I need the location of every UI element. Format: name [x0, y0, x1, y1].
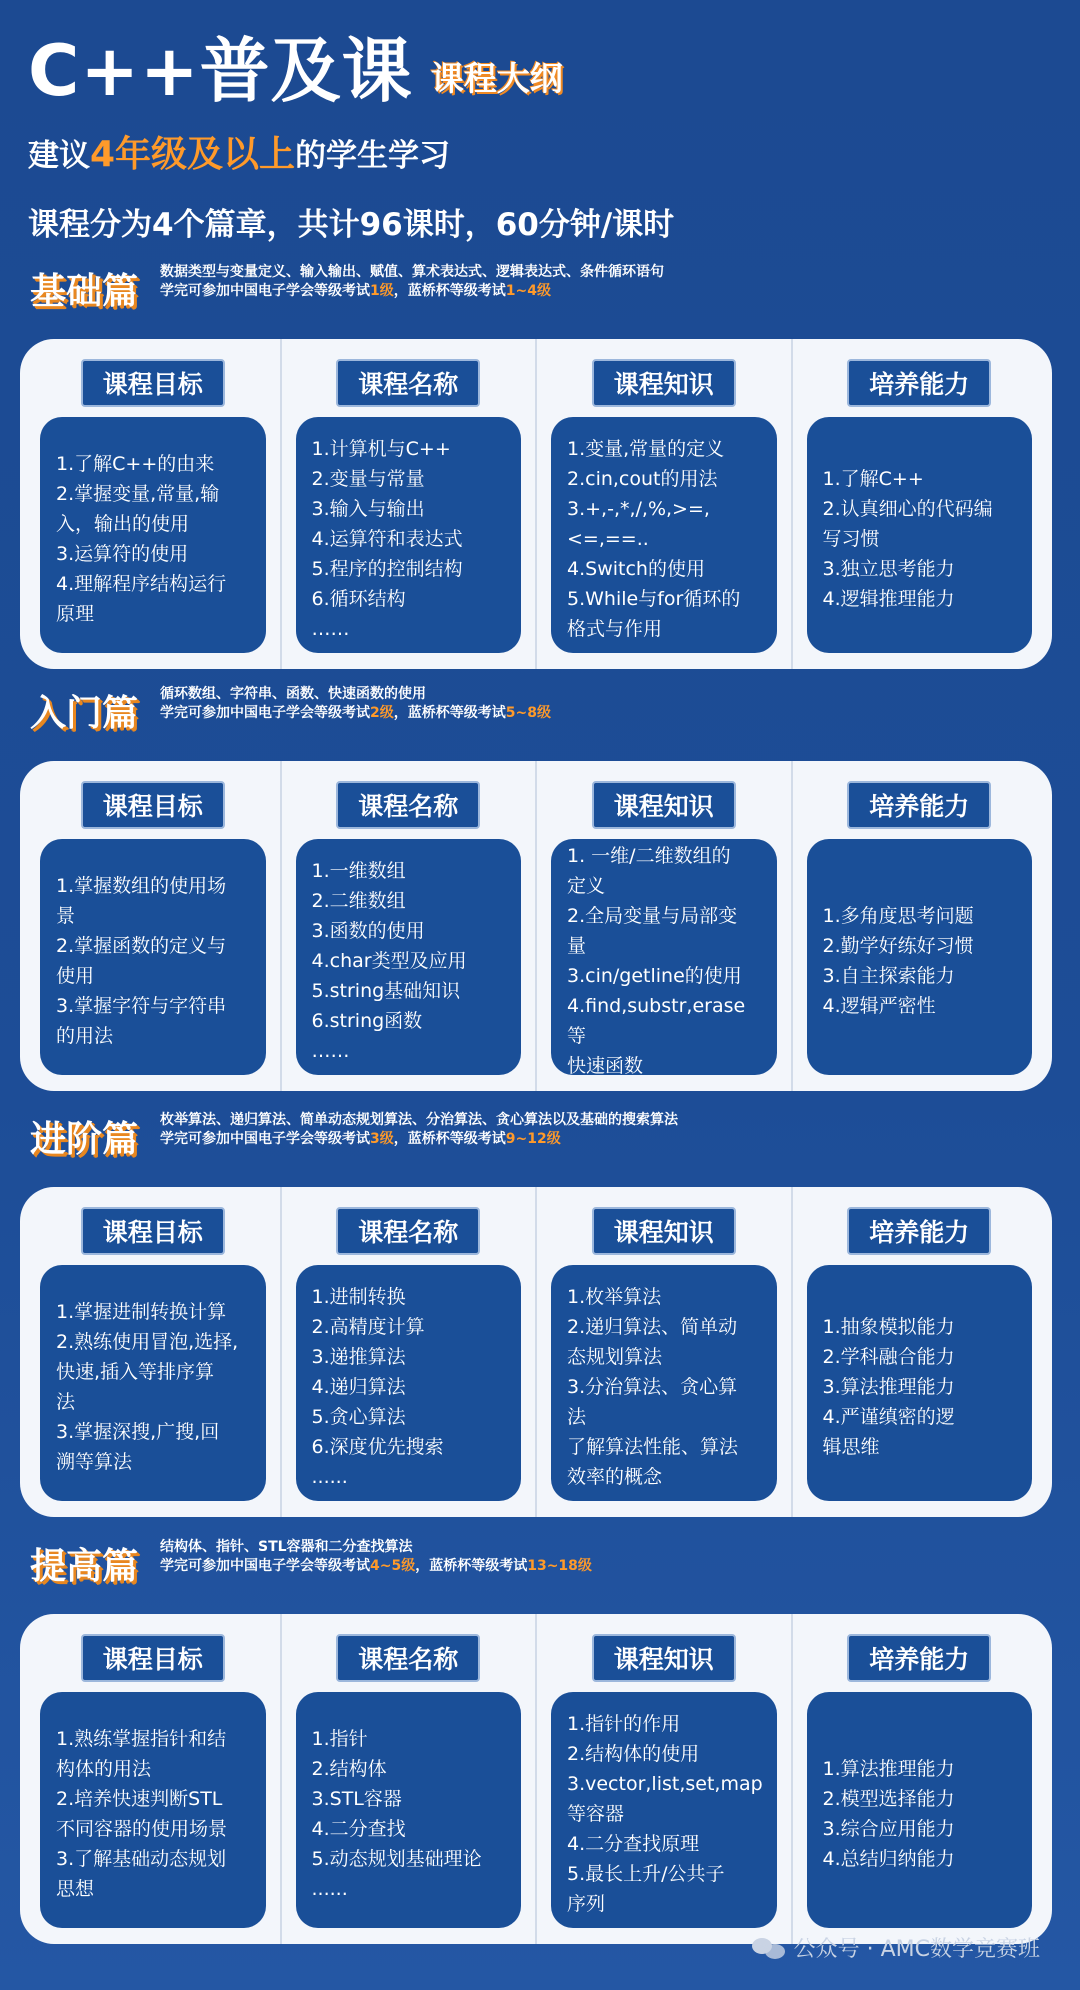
content-line: 4.find,substr,erase等 — [567, 995, 746, 1047]
exam-a: 学完可参加中国电子学会等级考试 — [160, 705, 370, 721]
column-label: 课程名称 — [336, 1207, 480, 1255]
column-label: 课程知识 — [592, 1634, 736, 1682]
section-panel — [20, 1187, 1052, 1517]
section-header — [0, 1103, 1080, 1173]
content-line: 量 — [567, 935, 587, 957]
exam-a: 学完可参加中国电子学会等级考试 — [160, 1558, 370, 1574]
content-line: 定义 — [567, 875, 606, 897]
content-line: 3.输入与输出 — [311, 498, 425, 520]
content-line: 4.二分查找 — [311, 1818, 406, 1840]
content-line: 3.自主探索能力 — [822, 965, 955, 987]
content-line: 4.char类型及应用 — [311, 950, 467, 972]
content-line: 1.算法推理能力 — [822, 1758, 955, 1780]
content-line: 2.结构体 — [311, 1758, 387, 1780]
column-content — [807, 417, 1033, 653]
page-title: C++普及课 — [28, 30, 413, 112]
content-line: 1.了解C++ — [822, 468, 924, 490]
section-basic — [0, 255, 1080, 640]
content-line: 法 — [567, 1406, 587, 1428]
column-knowledge — [537, 1187, 793, 1517]
column-label: 培养能力 — [847, 1207, 991, 1255]
content-line: 1.抽象模拟能力 — [822, 1316, 955, 1338]
exam-b: 3级 — [370, 1131, 394, 1147]
column-content — [807, 839, 1033, 1075]
content-line: 1. 一维/二维数组的 — [567, 845, 731, 867]
content-line: 4.Switch的使用 — [567, 558, 705, 580]
course-overview: 课程分为4个篇章，共计96课时，60分钟/课时 — [28, 207, 675, 243]
content-line: 2.变量与常量 — [311, 468, 425, 490]
exam-d: 5~8级 — [505, 705, 551, 721]
section-panel — [20, 761, 1052, 1091]
column-ability — [793, 1614, 1047, 1944]
exam-b: 4~5级 — [370, 1558, 416, 1574]
content-line: 3.算法推理能力 — [822, 1376, 955, 1398]
content-line: 1.多角度思考问题 — [822, 905, 974, 927]
exam-c: ，蓝桥杯等级考试 — [393, 1131, 506, 1147]
content-line: 2.二维数组 — [311, 890, 406, 912]
content-line: 5.While与for循环的 — [567, 588, 741, 610]
column-knowledge — [537, 1614, 793, 1944]
exam-c: ，蓝桥杯等级考试 — [393, 283, 506, 299]
column-content — [807, 1265, 1033, 1501]
column-content — [40, 1692, 266, 1928]
column-content — [40, 1265, 266, 1501]
column-label: 课程知识 — [592, 781, 736, 829]
content-line: 1.进制转换 — [311, 1286, 406, 1308]
content-line: 写习惯 — [822, 528, 880, 550]
column-content — [551, 839, 777, 1075]
content-line: 6.循环结构 — [311, 588, 406, 610]
content-line: 5.string基础知识 — [311, 980, 461, 1002]
column-label: 课程目标 — [81, 1207, 225, 1255]
content-line: 1.指针的作用 — [567, 1713, 681, 1735]
exam-d: 1~4级 — [505, 283, 551, 299]
exam-d: 9~12级 — [505, 1131, 561, 1147]
content-line: 的用法 — [56, 1025, 114, 1047]
section-header — [0, 255, 1080, 325]
column-content — [551, 1265, 777, 1501]
content-line: 2.全局变量与局部变 — [567, 905, 738, 927]
watermark-text: 公众号 · AMC数学竞赛班 — [793, 1937, 1040, 1962]
column-label: 课程名称 — [336, 359, 480, 407]
exam-c: ，蓝桥杯等级考试 — [415, 1558, 528, 1574]
content-line: 格式与作用 — [567, 618, 663, 640]
content-line: 2.cin,cout的用法 — [567, 468, 718, 490]
content-line: 3.STL容器 — [311, 1788, 402, 1810]
content-line: 5.贪心算法 — [311, 1406, 406, 1428]
content-line: 3.cin/getline的使用 — [567, 965, 742, 987]
exam-c: ，蓝桥杯等级考试 — [393, 705, 506, 721]
column-content — [551, 1692, 777, 1928]
section-description — [160, 263, 664, 301]
content-line: 2.掌握变量,常量,输 — [56, 483, 220, 505]
section-advanced — [0, 1103, 1080, 1488]
section-name: 提高篇 — [30, 1546, 139, 1587]
column-label: 课程名称 — [336, 1634, 480, 1682]
section-description — [160, 685, 551, 723]
content-line: ...... — [311, 1466, 348, 1488]
content-line: 不同容器的使用场景 — [56, 1818, 228, 1840]
header — [28, 18, 1058, 263]
column-label: 培养能力 — [847, 781, 991, 829]
section-improve — [0, 1530, 1080, 1915]
content-line: 1.计算机与C++ — [311, 438, 451, 460]
section-exam — [160, 1130, 678, 1149]
content-line: 使用 — [56, 965, 95, 987]
content-line: 3.运算符的使用 — [56, 543, 189, 565]
column-content — [551, 417, 777, 653]
column-name — [282, 339, 538, 669]
column-content — [807, 1692, 1033, 1928]
content-line: 3.vector,list,set,map — [567, 1773, 763, 1795]
column-label: 课程目标 — [81, 781, 225, 829]
content-line: 入，输出的使用 — [56, 513, 190, 535]
wechat-icon — [752, 1936, 786, 1960]
section-description — [160, 1111, 678, 1149]
column-label: 课程知识 — [592, 1207, 736, 1255]
column-knowledge — [537, 339, 793, 669]
exam-a: 学完可参加中国电子学会等级考试 — [160, 283, 370, 299]
column-knowledge — [537, 761, 793, 1091]
section-exam — [160, 704, 551, 723]
column-ability — [793, 339, 1047, 669]
content-line: 4.严谨缜密的逻 — [822, 1406, 955, 1428]
content-line: 3.函数的使用 — [311, 920, 425, 942]
content-line: 4.递归算法 — [311, 1376, 406, 1398]
content-line: 效率的概念 — [567, 1466, 663, 1488]
content-line: 1.掌握数组的使用场 — [56, 875, 227, 897]
content-line: 3.分治算法、贪心算 — [567, 1376, 738, 1398]
content-line: 5.最长上升/公共子 — [567, 1863, 725, 1885]
content-line: 溯等算法 — [56, 1451, 133, 1473]
content-line: 快速,插入等排序算 — [56, 1361, 215, 1383]
section-header — [0, 1530, 1080, 1600]
content-line: 思想 — [56, 1878, 95, 1900]
exam-b: 2级 — [370, 705, 394, 721]
content-line: 6.深度优先搜索 — [311, 1436, 444, 1458]
content-line: 4.逻辑推理能力 — [822, 588, 955, 610]
content-line: 态规划算法 — [567, 1346, 663, 1368]
content-line: 了解算法性能、算法 — [567, 1436, 739, 1458]
suggest-highlight: 4年级及以上 — [90, 134, 296, 175]
content-line: 4.总结归纳能力 — [822, 1848, 955, 1870]
title-tag: 课程大纲 — [430, 59, 563, 98]
section-exam — [160, 282, 664, 301]
content-line: 4.二分查找原理 — [567, 1833, 700, 1855]
content-line: 1.指针 — [311, 1728, 368, 1750]
content-line: 等容器 — [567, 1803, 625, 1825]
column-content — [40, 839, 266, 1075]
exam-a: 学完可参加中国电子学会等级考试 — [160, 1131, 370, 1147]
column-label: 课程目标 — [81, 1634, 225, 1682]
content-line: 1.了解C++的由来 — [56, 453, 215, 475]
content-line: 3.独立思考能力 — [822, 558, 955, 580]
content-line: …… — [311, 618, 350, 640]
content-line: 1.一维数组 — [311, 860, 406, 882]
watermark — [752, 1932, 1040, 1963]
content-line: 4.运算符和表达式 — [311, 528, 463, 550]
column-label: 课程名称 — [336, 781, 480, 829]
column-name — [282, 1187, 538, 1517]
section-name: 进阶篇 — [30, 1119, 139, 1160]
content-line: 2.递归算法、简单动 — [567, 1316, 738, 1338]
section-name: 基础篇 — [30, 271, 139, 312]
content-line: 序列 — [567, 1893, 606, 1915]
content-line: 3.了解基础动态规划 — [56, 1848, 227, 1870]
column-content — [296, 1692, 522, 1928]
column-label: 课程目标 — [81, 359, 225, 407]
content-line: 3.掌握深搜,广搜,回 — [56, 1421, 220, 1443]
content-line: 2.熟练使用冒泡,选择, — [56, 1331, 239, 1353]
content-line: 4.逻辑严密性 — [822, 995, 936, 1017]
content-line: 3.+,-,*,/,%,>=,<=,==.. — [567, 498, 710, 550]
column-ability — [793, 1187, 1047, 1517]
grade-suggestion — [28, 126, 1058, 177]
content-line: 2.掌握函数的定义与 — [56, 935, 227, 957]
content-line: 2.模型选择能力 — [822, 1788, 955, 1810]
content-line: 1.熟练掌握指针和结 — [56, 1728, 227, 1750]
content-line: 1.变量,常量的定义 — [567, 438, 725, 460]
section-header — [0, 677, 1080, 747]
content-line: 5.动态规划基础理论 — [311, 1848, 482, 1870]
section-intro — [0, 677, 1080, 1077]
content-line: 1.掌握进制转换计算 — [56, 1301, 227, 1323]
suggest-suffix: 的学生学习 — [295, 138, 451, 174]
column-goal — [26, 1187, 282, 1517]
content-line: 景 — [56, 905, 76, 927]
content-line: 原理 — [56, 603, 95, 625]
column-content — [296, 1265, 522, 1501]
content-line: 2.学科融合能力 — [822, 1346, 955, 1368]
exam-d: 13~18级 — [527, 1558, 592, 1574]
section-topics: 结构体、指针、STL容器和二分查找算法 — [160, 1539, 413, 1555]
column-label: 课程知识 — [592, 359, 736, 407]
content-line: 构体的用法 — [56, 1758, 152, 1780]
column-name — [282, 1614, 538, 1944]
column-goal — [26, 339, 282, 669]
content-line: 5.程序的控制结构 — [311, 558, 463, 580]
content-line: 3.递推算法 — [311, 1346, 406, 1368]
exam-b: 1级 — [370, 283, 394, 299]
content-line: 4.理解程序结构运行 — [56, 573, 227, 595]
section-panel — [20, 339, 1052, 669]
content-line: 3.掌握字符与字符串 — [56, 995, 227, 1017]
section-description — [160, 1538, 592, 1576]
column-label: 培养能力 — [847, 359, 991, 407]
content-line: 3.综合应用能力 — [822, 1818, 955, 1840]
column-label: 培养能力 — [847, 1634, 991, 1682]
content-line: 辑思维 — [822, 1436, 880, 1458]
content-line: 6.string函数 — [311, 1010, 423, 1032]
content-line: ...... — [311, 1878, 348, 1900]
column-content — [296, 417, 522, 653]
section-exam — [160, 1557, 592, 1576]
column-content — [296, 839, 522, 1075]
content-line: 2.培养快速判断STL — [56, 1788, 223, 1810]
column-name — [282, 761, 538, 1091]
column-ability — [793, 761, 1047, 1091]
content-line: 2.认真细心的代码编 — [822, 498, 993, 520]
section-topics: 循环数组、字符串、函数、快速函数的使用 — [160, 686, 426, 702]
content-line: 2.结构体的使用 — [567, 1743, 700, 1765]
section-topics: 枚举算法、递归算法、简单动态规划算法、分治算法、贪心算法以及基础的搜索算法 — [160, 1112, 678, 1128]
content-line: 2.高精度计算 — [311, 1316, 425, 1338]
section-panel — [20, 1614, 1052, 1944]
content-line: 法 — [56, 1391, 76, 1413]
content-line: …… — [311, 1040, 350, 1062]
title-row — [28, 18, 1058, 112]
content-line: 快速函数 — [567, 1055, 644, 1077]
section-topics: 数据类型与变量定义、输入输出、赋值、算术表达式、逻辑表达式、条件循环语句 — [160, 264, 664, 280]
column-goal — [26, 761, 282, 1091]
content-line: 1.枚举算法 — [567, 1286, 662, 1308]
column-content — [40, 417, 266, 653]
column-goal — [26, 1614, 282, 1944]
suggest-prefix: 建议 — [28, 138, 90, 174]
content-line: 2.勤学好练好习惯 — [822, 935, 974, 957]
section-name: 入门篇 — [30, 693, 139, 734]
